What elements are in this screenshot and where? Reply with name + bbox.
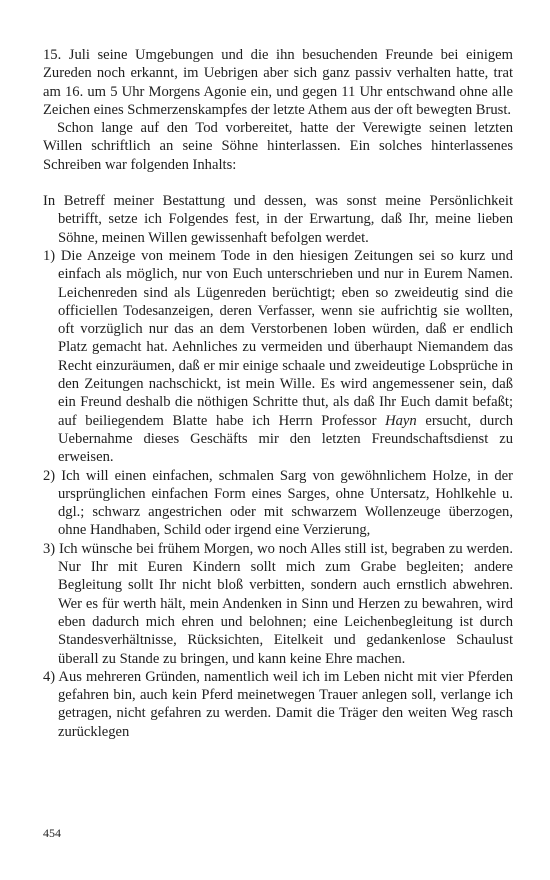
testament-item-1: [43, 247, 513, 467]
testament-preamble: In Betreff meiner Bestattung und dessen, was sonst meine Persönlichkeit betrifft, setze ich Folgendes fest, in der Erwartung, daß Ihr, meine lieben Söhne, meinen Willen gewissenhaft befolgen werdet.: [43, 193, 513, 246]
section-gap: [43, 174, 513, 192]
intro-paragraph-1: 15. Juli seine Umgebungen und die ihn besuchenden Freunde bei einigem Zureden noch erkannt, im Uebrigen aber sich ganz passiv verhalten hatte, trat am 16. um 5 Uhr Morgens Agonie ein, und gegen 11 Uhr entschwand ohne alle Zeichen eines Schmerzenskampfes der letzte Athem aus der oft bewegten Brust.: [43, 47, 513, 118]
testament-item-3: 3) Ich wünsche bei frühem Morgen, wo noch Alles still ist, begraben zu werden. Nur Ihr mit Euren Kindern sollt mich zum Grabe begleiten; andere Begleitung sollt Ihr nicht bloß verbitten, sondern auch ernstlich abwehren. Wer es für werth hält, mein Andenken in Sinn und Herzen zu bewahren, wird eben dadurch mich ehren und belohnen; eine Leichenbegleitung ist durch Standesverhältnisse, Rücksichten, Eitelkeit und gedankenlose Schaulust überall zu Stande zu bringen, und kann keine Ehre machen.: [43, 540, 513, 667]
testament-item-2: 2) Ich will einen einfachen, schmalen Sarg von gewöhnlichem Holze, in der ursprünglichen einfachen Form eines Sarges, ohne Untersatz, Hohlkehle u. dgl.; schwarz angestrichen oder mit schwarzem Wollenzeuge überzogen, ohne Handhaben, Schild oder irgend eine Verzierung,: [43, 467, 513, 539]
testament-item-4: 4) Aus mehreren Gründen, namentlich weil ich im Leben nicht mit vier Pferden gefahren bin, auch kein Pferd meinetwegen Trauer anlegen soll, verlange ich getragen, nicht gefahren zu werden. Damit die Träger den weiten Weg rasch zurücklegen: [43, 668, 513, 740]
item-1-text-b: ersucht, durch Uebernahme dieses Geschäfts mir den letzten Freundschaftsdienst zu erweisen.: [58, 412, 513, 466]
intro-paragraph-2: Schon lange auf den Tod vorbereitet, hatte der Verewigte seinen letzten Willen schriftlich an seine Söhne hinterlassen. Ein solches hinterlassenes Schreiben war folgenden Inhalts:: [43, 120, 513, 173]
item-1-text-a: 1) Die Anzeige von meinem Tode in den hiesigen Zeitungen sei so kurz und einfach als möglich, nur von Euch unterschrieben und nur in Eurem Namen. Leichenreden sind als Lügenreden berüchtigt; eben so zweideutig sind die officiellen Todesanzeigen, deren Verfasser, wenn sie aufrichtig sie wollten, oft vorzüglich nur das an dem Verstorbenen loben würden, daß er endlich Platz gemacht hat. Aehnliches zu vermeiden und überhaupt Niemandem das Recht einzuräumen, daß er mir einige schaale und zweideutige Lobsprüche in den Zeitungen nachschickt, ist mein Wille. Es wird angemessener sein, daß ein Freund deshalb die nöthigen Schritte thut, als daß Ihr Euch damit befaßt; auf beiliegendem Blatte habe ich Herrn Professor: [43, 247, 513, 429]
item-1-name: Hayn: [385, 412, 417, 429]
page-body: [43, 46, 513, 741]
page-number: 454: [43, 826, 61, 840]
